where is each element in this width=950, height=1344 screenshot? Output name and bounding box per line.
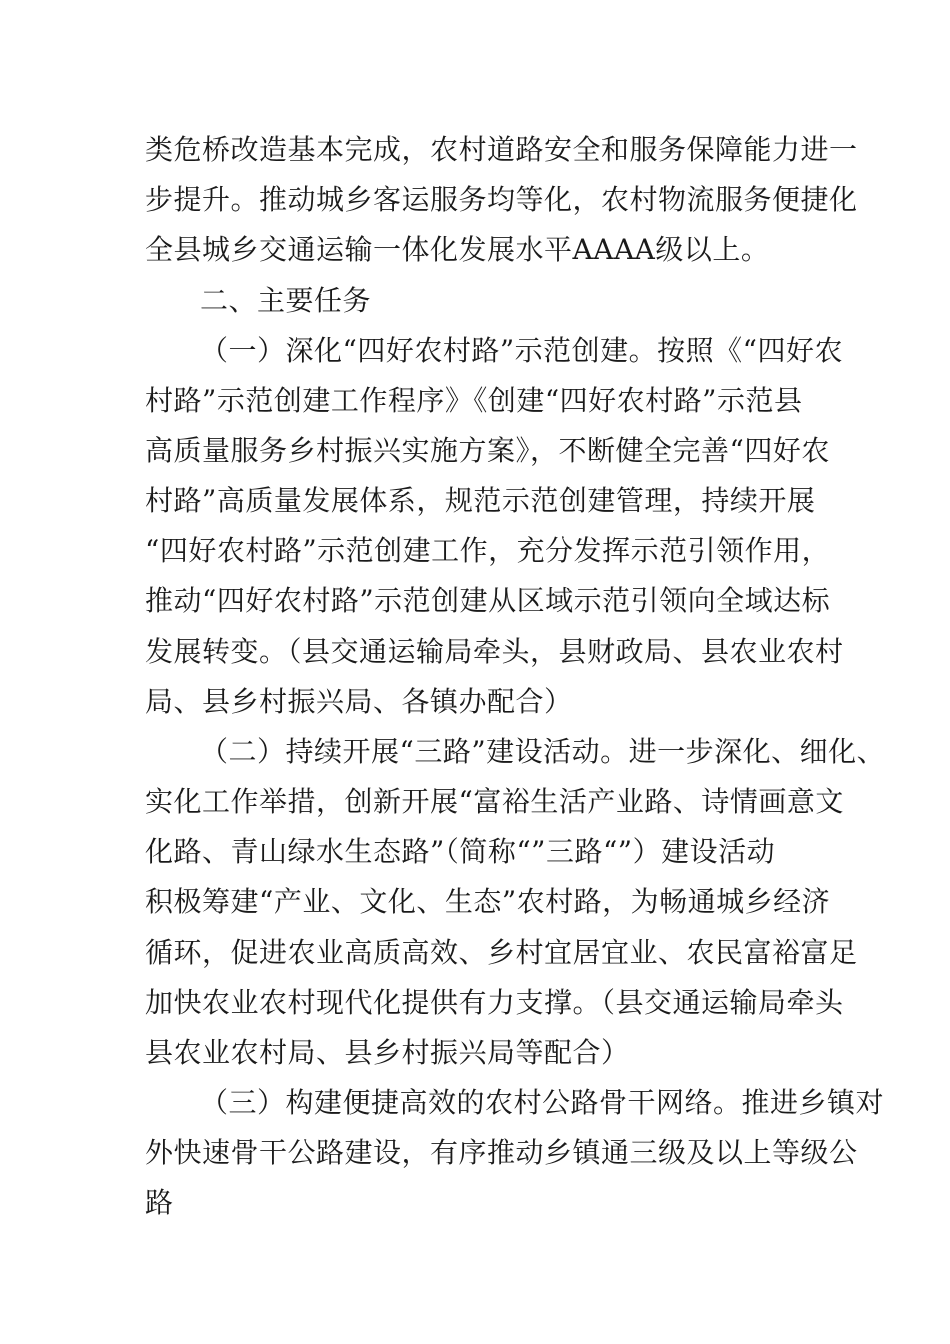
- body-text-line: 路: [145, 1186, 174, 1219]
- body-text-line: 步提升。推动城乡客运服务均等化，农村物流服务便捷化: [145, 183, 858, 216]
- body-text-line: 加快农业农村现代化提供有力支撑。（县交通运输局牵头: [145, 986, 844, 1019]
- body-text-line: 局、县乡村振兴局、各镇办配合）: [145, 685, 573, 718]
- body-text-line: 村路”高质量发展体系，规范示范创建管理，持续开展: [145, 484, 816, 517]
- body-text-line: 化路、青山绿水生态路”（简称“”三路“”）建设活动: [145, 835, 776, 868]
- body-text-line: “四好农村路”示范创建工作，充分发挥示范引领作用，: [145, 534, 831, 567]
- paragraph-first-line: （二）持续开展“三路”建设活动。进一步深化、细化、: [200, 735, 886, 768]
- body-text-line: 外快速骨干公路建设，有序推动乡镇通三级及以上等级公: [145, 1136, 858, 1169]
- section-heading: 二、主要任务: [200, 284, 372, 317]
- body-text-line: 类危桥改造基本完成，农村道路安全和服务保障能力进一: [145, 133, 858, 166]
- body-text-line: 高质量服务乡村振兴实施方案》，不断健全完善“四好农: [145, 434, 830, 467]
- body-text-line: 村路”示范创建工作程序》《创建“四好农村路”示范县: [145, 384, 803, 417]
- body-text-line: 县农业农村局、县乡村振兴局等配合）: [145, 1036, 630, 1069]
- body-text-line: 全县城乡交通运输一体化发展水平AAAA级以上。: [145, 233, 770, 266]
- body-text-line: 积极筹建“产业、文化、生态”农村路，为畅通城乡经济: [145, 885, 831, 918]
- body-text-line: 发展转变。（县交通运输局牵头，县财政局、县农业农村: [145, 635, 844, 668]
- body-text-line: 循环，促进农业高质高效、乡村宜居宜业、农民富裕富足: [145, 936, 858, 969]
- paragraph-first-line: （一）深化“四好农村路”示范创建。按照《“四好农: [200, 334, 843, 367]
- paragraph-first-line: （三）构建便捷高效的农村公路骨干网络。推进乡镇对: [200, 1086, 885, 1119]
- body-text-line: 推动“四好农村路”示范创建从区域示范引领向全域达标: [145, 584, 831, 617]
- body-text-line: 实化工作举措，创新开展“富裕生活产业路、诗情画意文: [145, 785, 844, 818]
